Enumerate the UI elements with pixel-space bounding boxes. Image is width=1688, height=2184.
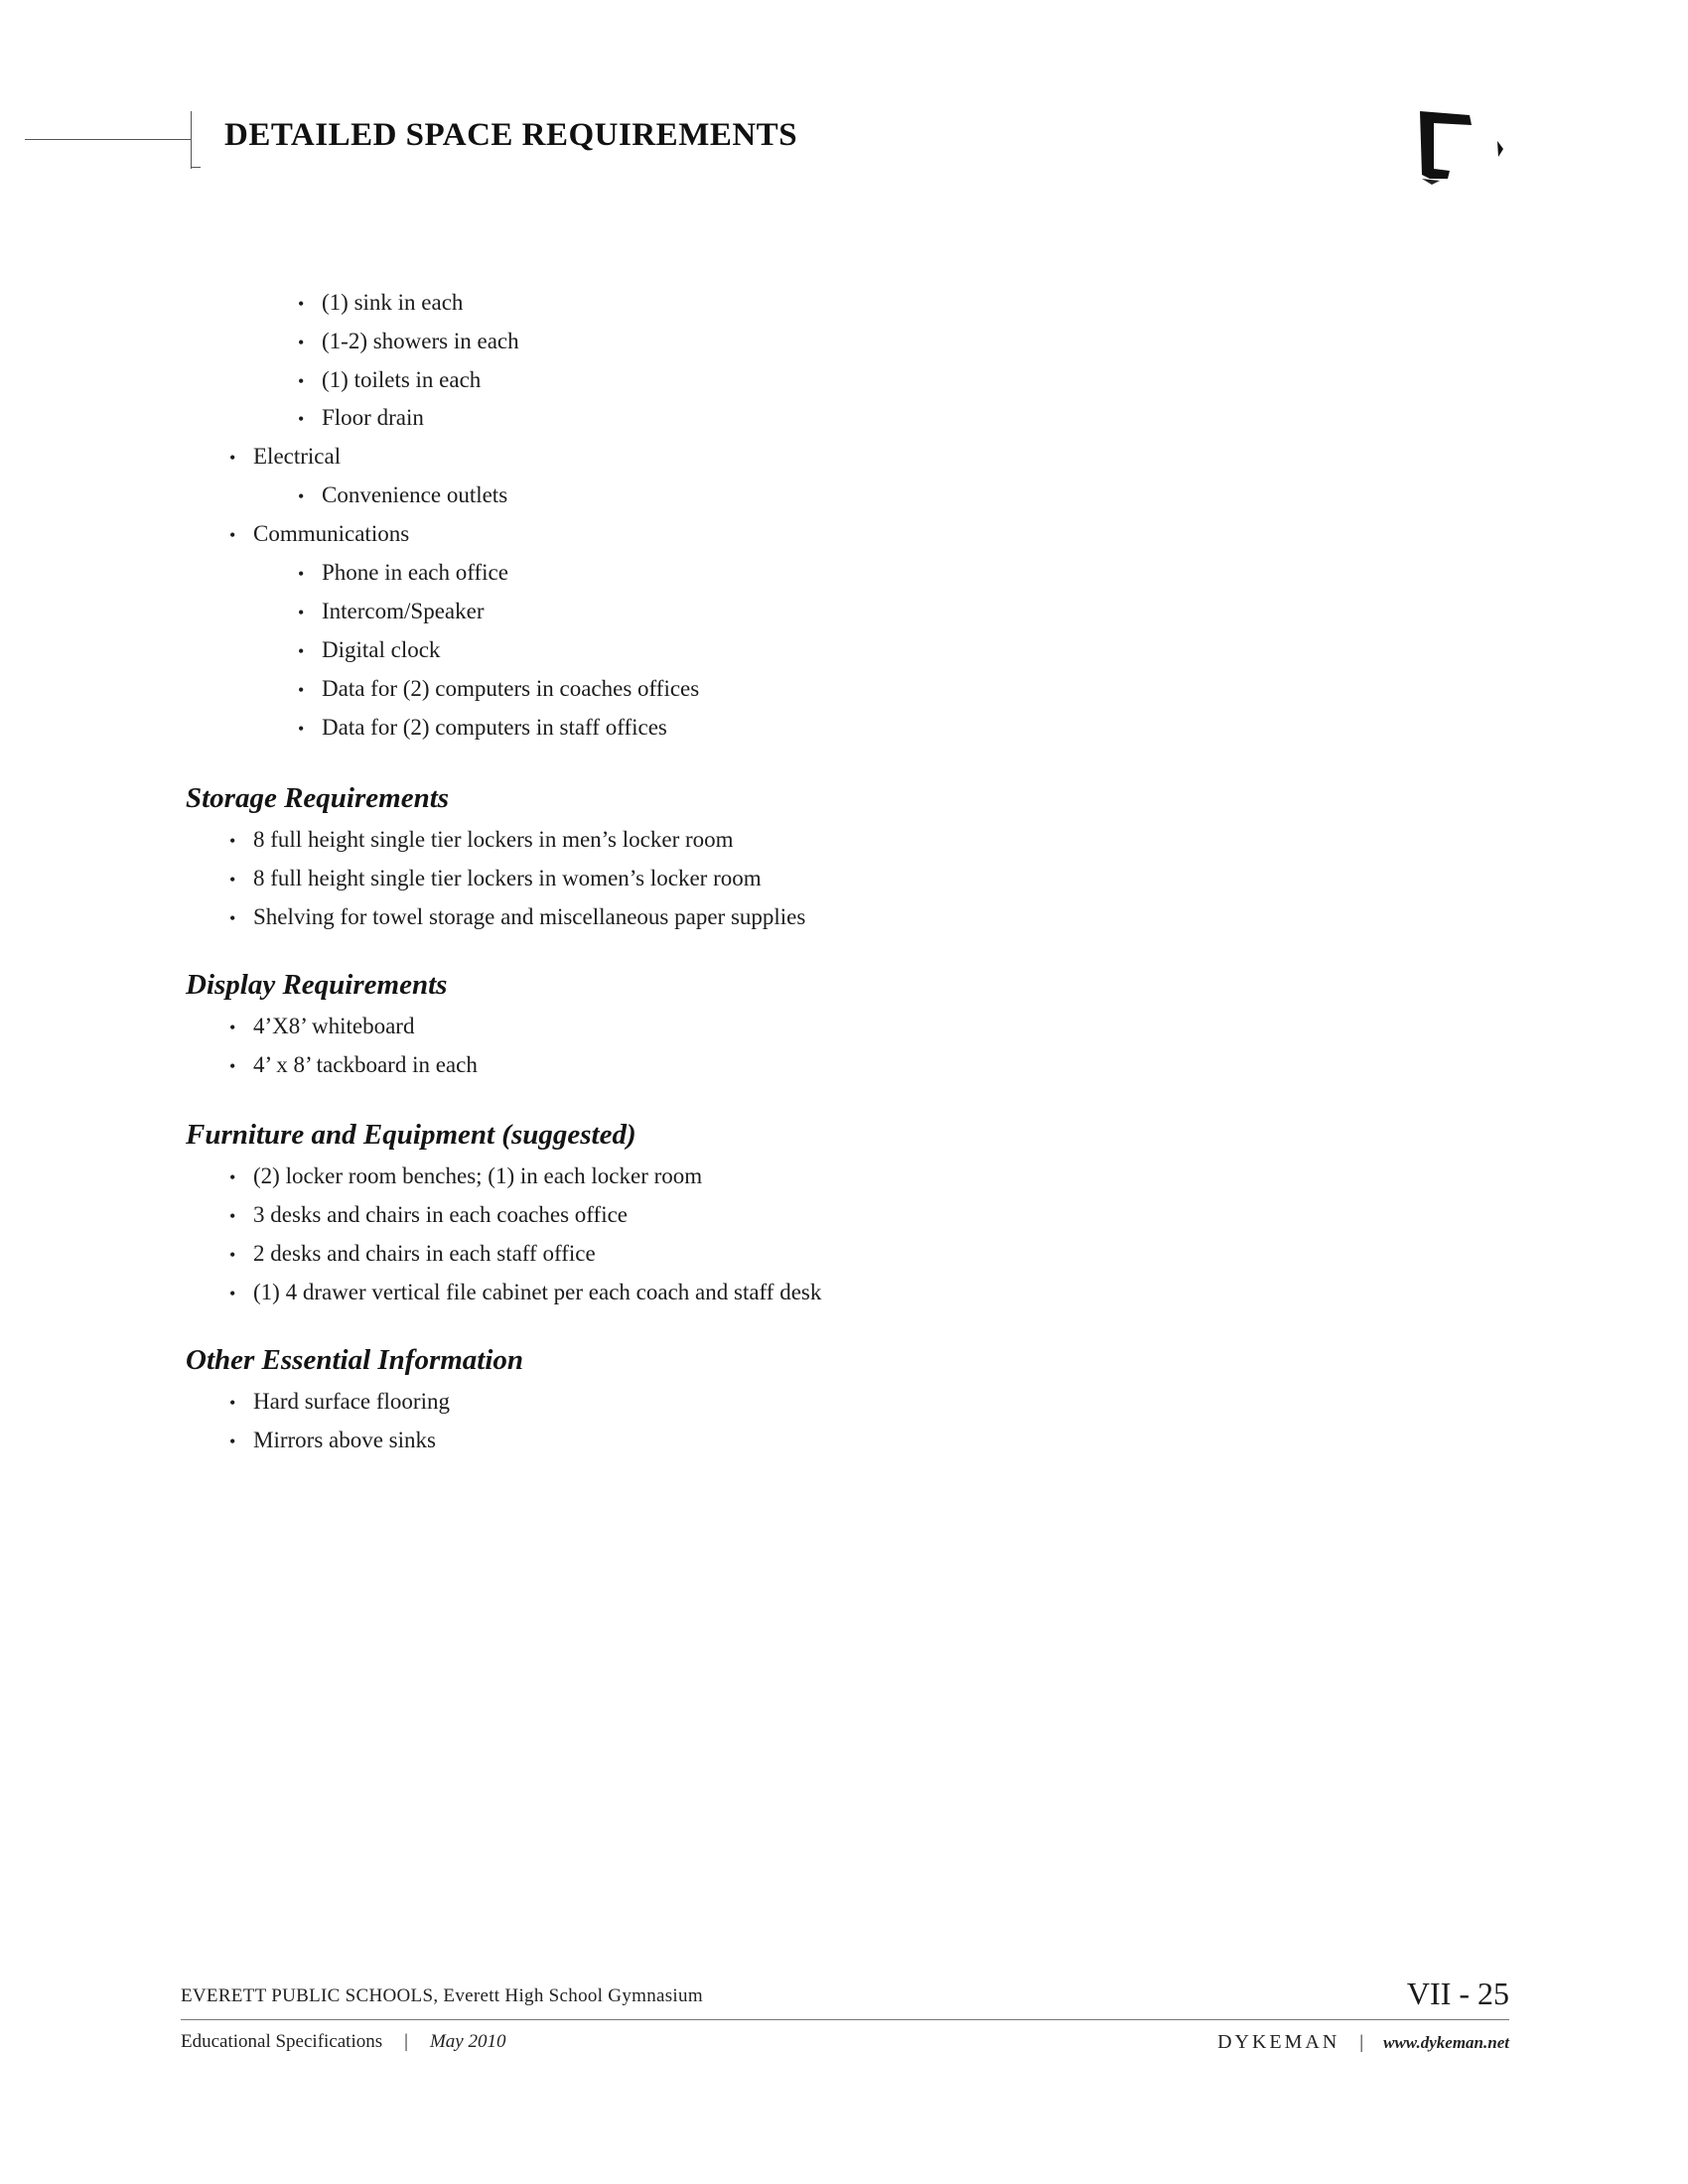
footer-brand: DYKEMAN: [1217, 2031, 1340, 2053]
list-item: • 3 desks and chairs in each coaches office: [229, 1200, 628, 1231]
list-item: • Phone in each office: [298, 558, 508, 589]
header-rule: [25, 139, 192, 140]
section-heading-storage: Storage Requirements: [186, 782, 450, 814]
list-item: • 2 desks and chairs in each staff office: [229, 1239, 596, 1270]
bullet-icon: •: [298, 641, 305, 661]
page-number: VII - 25: [1406, 1976, 1509, 2011]
bullet-icon: •: [298, 371, 305, 391]
bullet-icon: •: [298, 680, 305, 700]
footer-separator: |: [404, 2031, 408, 2052]
list-item: • 8 full height single tier lockers in women’s locker room: [229, 864, 762, 894]
bullet-icon: •: [229, 1432, 236, 1451]
bullet-icon: •: [229, 1167, 236, 1187]
footer-url: www.dykeman.net: [1383, 2033, 1509, 2052]
bullet-icon: •: [229, 908, 236, 928]
bullet-icon: •: [229, 1018, 236, 1037]
list-item: • Data for (2) computers in staff offices: [298, 713, 667, 744]
list-item: • Convenience outlets: [298, 480, 507, 511]
list-item: • (1) sink in each: [298, 288, 463, 319]
list-item: • Data for (2) computers in coaches offices: [298, 674, 699, 705]
list-item: • Shelving for towel storage and miscellaneous paper supplies: [229, 902, 805, 933]
list-item: • (2) locker room benches; (1) in each locker room: [229, 1161, 702, 1192]
list-item: • 4’ x 8’ tackboard in each: [229, 1050, 478, 1081]
list-item: • (1-2) showers in each: [298, 327, 519, 357]
bullet-icon: •: [229, 1245, 236, 1265]
footer-rule: [181, 2019, 1509, 2020]
header-tick-horizontal: [191, 167, 201, 168]
bullet-icon: •: [229, 1284, 236, 1303]
bullet-icon: •: [229, 1393, 236, 1413]
bullet-icon: •: [298, 409, 305, 429]
bullet-icon: •: [298, 603, 305, 622]
list-item: • Intercom/Speaker: [298, 597, 484, 627]
list-item: • Floor drain: [298, 403, 424, 434]
bullet-icon: •: [298, 294, 305, 314]
list-item: • Mirrors above sinks: [229, 1426, 436, 1456]
footer-brand-info: [1217, 2031, 1509, 2054]
footer-doc-title: Educational Specifications: [181, 2031, 383, 2052]
section-heading-other: Other Essential Information: [186, 1344, 524, 1376]
bullet-icon: •: [229, 448, 236, 468]
bullet-icon: •: [229, 1206, 236, 1226]
footer-doc-info: [181, 2031, 505, 2053]
page-title: DETAILED SPACE REQUIREMENTS: [224, 117, 798, 153]
list-item-communications: • Communications: [229, 519, 409, 550]
bullet-icon: •: [229, 525, 236, 545]
dykeman-logo-icon: [1410, 99, 1529, 199]
list-item-electrical: • Electrical: [229, 442, 341, 473]
list-item: • (1) toilets in each: [298, 365, 481, 396]
bullet-icon: •: [298, 564, 305, 584]
bullet-icon: •: [229, 831, 236, 851]
list-item: • Digital clock: [298, 635, 440, 666]
bullet-icon: •: [229, 870, 236, 889]
bullet-icon: •: [298, 719, 305, 739]
header-tick-vertical: [191, 111, 192, 169]
bullet-icon: •: [298, 333, 305, 352]
section-heading-display: Display Requirements: [186, 969, 448, 1001]
list-item: • 8 full height single tier lockers in men’s locker room: [229, 825, 734, 856]
bullet-icon: •: [298, 486, 305, 506]
section-heading-furniture: Furniture and Equipment (suggested): [186, 1119, 636, 1151]
list-item: • Hard surface flooring: [229, 1387, 450, 1418]
list-item: • 4’X8’ whiteboard: [229, 1012, 414, 1042]
bullet-icon: •: [229, 1056, 236, 1076]
footer-client: EVERETT PUBLIC SCHOOLS, Everett High School Gymnasium: [181, 1985, 703, 2006]
footer-separator: |: [1359, 2032, 1364, 2053]
list-item: • (1) 4 drawer vertical file cabinet per each coach and staff desk: [229, 1278, 821, 1308]
footer-date: May 2010: [429, 2031, 506, 2052]
